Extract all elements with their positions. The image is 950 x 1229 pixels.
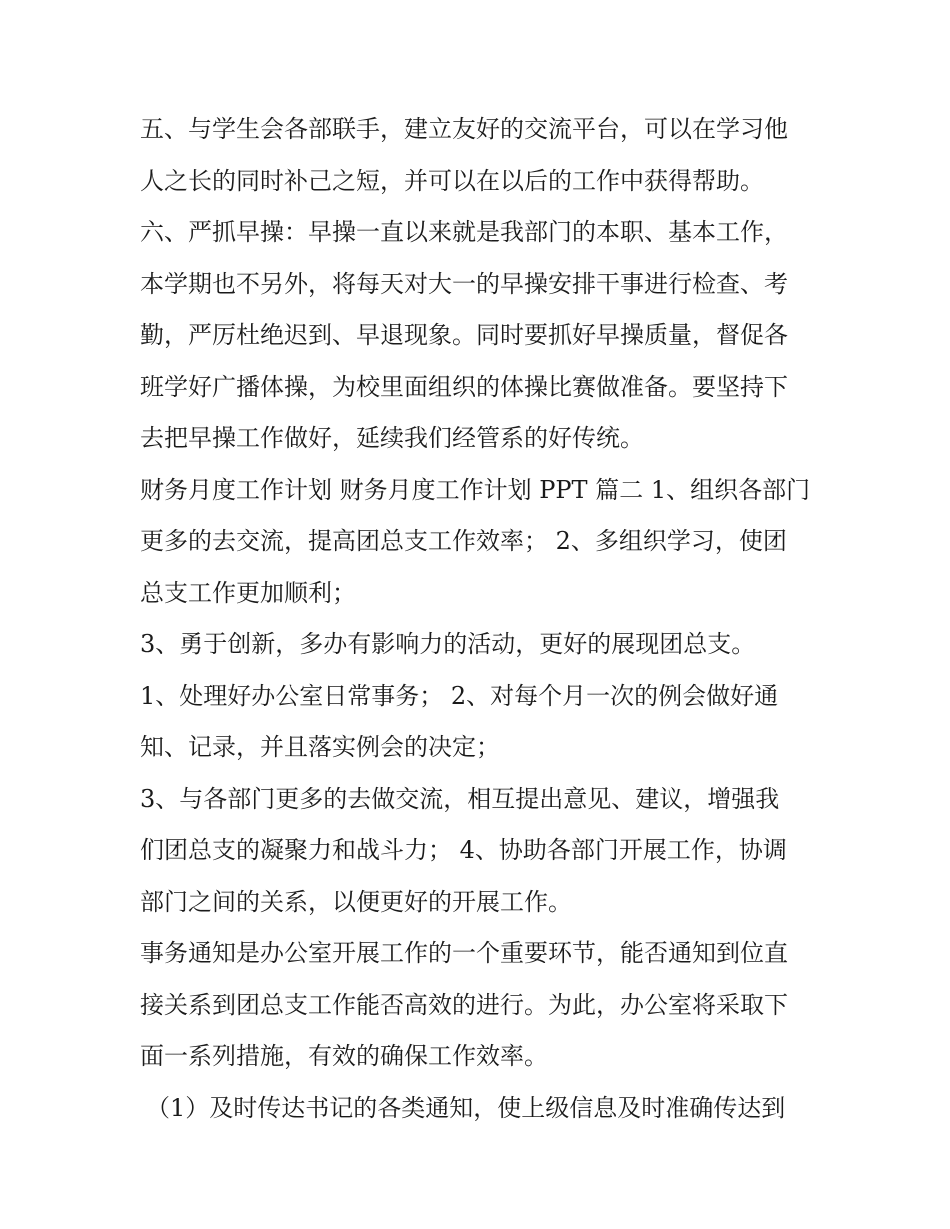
text-line: 五、与学生会各部联手，建立友好的交流平台，可以在学习他 xyxy=(140,115,788,143)
text-line: 勤，严厉杜绝迟到、早退现象。同时要抓好早操质量，督促各 xyxy=(140,321,788,349)
text-line: （1）及时传达书记的各类通知，使上级信息及时准确传达到 xyxy=(146,1093,786,1122)
text-line: 班学好广播体操，为校里面组织的体操比赛做准备。要坚持下 xyxy=(140,372,788,401)
text-line: 总支工作更加顺利； xyxy=(140,578,356,607)
text-line: 六、严抓早操：早操一直以来就是我部门的本职、基本工作， xyxy=(140,218,788,246)
text-line: 事务通知是办公室开展工作的一个重要环节，能否通知到位直 xyxy=(140,939,788,967)
text-line: 本学期也不另外，将每天对大一的早操安排干事进行检查、考 xyxy=(140,269,788,298)
text-line: 更多的去交流，提高团总支工作效率； 2、多组织学习，使团 xyxy=(140,527,787,555)
text-line: 3、与各部门更多的去做交流，相互提出意见、建议，增强我 xyxy=(140,784,780,813)
text-line: 接关系到团总支工作能否高效的进行。为此，办公室将采取下 xyxy=(140,990,788,1019)
text-line: 面一系列措施，有效的确保工作效率。 xyxy=(140,1042,548,1070)
text-line: 1、处理好办公室日常事务； 2、对每个月一次的例会做好通 xyxy=(140,681,779,710)
text-line: 去把早操工作做好，延续我们经管系的好传统。 xyxy=(140,424,644,452)
text-line: 人之长的同时补己之短，并可以在以后的工作中获得帮助。 xyxy=(140,166,764,195)
text-line: 知、记录，并且落实例会的决定； xyxy=(140,733,500,761)
text-line: 部门之间的关系，以便更好的开展工作。 xyxy=(140,887,572,916)
text-line: 们团总支的凝聚力和战斗力； 4、协助各部门开展工作，协调 xyxy=(140,836,787,864)
document-body xyxy=(140,104,815,1134)
text-line: 财务月度工作计划 财务月度工作计划 PPT 篇二 1、组织各部门 xyxy=(140,475,811,504)
text-line: 3、勇于创新，多办有影响力的活动，更好的展现团总支。 xyxy=(140,630,756,658)
